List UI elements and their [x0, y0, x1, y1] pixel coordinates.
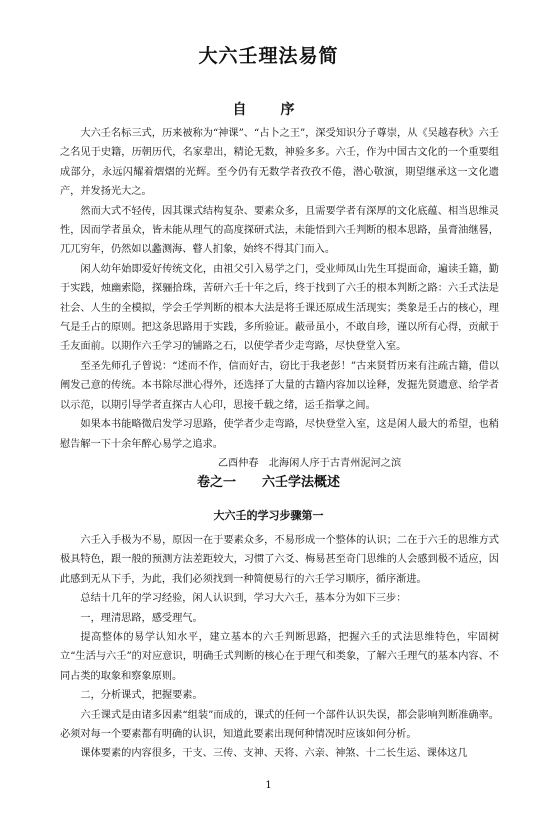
section-paragraph: 课体要素的内容很多，干支、三传、支神、天将、六亲、神煞、十二长生运、课体这几 — [80, 748, 468, 760]
document-title: 大六壬理法易简 — [198, 45, 339, 67]
preface-paragraph: 大六壬名标三式，历来被称为“神课”、“占卜之王”，深受知识分子尊崇，从《吴越春秋》六壬之名见于史籍，历朝历代，名家辈出，精论无数，神验多多。六壬，作为中国古文化的一个重要组成部分，永远闪耀着熠熠的光辉。至今仍有无数学者孜孜不倦，潜心敬演，期望继承这一文化遗产，并发扬光大之。 — [60, 128, 499, 198]
chapter-heading: 卷之一 六壬学法概述 — [196, 475, 340, 490]
page-number: 1 — [265, 780, 272, 791]
section-paragraph: 六壬入手极为不易，原因一在于要素众多，不易形成一个整体的认识；二在于六壬的思维方式极具特色，跟一般的预测方法差距较大，习惯了六爻、梅易甚至奇门思维的人会感到极不适应，因此感到无从下手，为此，我们必须找到一种简便易行的六壬学习顺序，循序渐进。 — [60, 535, 499, 585]
section-paragraph: 提高整体的易学认知水平，建立基本的六壬判断思路，把握六壬的式法思维特色，牢固树立“生活与六壬”的对应意识，明确壬式判断的核心在于理气和类象，了解六壬理气的基本内容、不同占类的取象和察象原则。 — [60, 632, 499, 682]
section-paragraph: 六壬课式是由诸多因素“组装”而成的，课式的任何一个部件认识失误，都会影响判断准确率。必须对每一个要素都有明确的认识，知道此要素出现何种情况时应该如何分析。 — [60, 709, 499, 741]
preface-paragraph: 闲人幼年始即爱好传统文化，由祖父引入易学之门，受业师凤山先生耳提面命，遍读壬籍，勤于实践，烛幽索隐，探骊拾珠，苦研六壬十年之后，终于找到了六壬的根本判断之路：六壬式法是社会、人生的全模拟，学会壬学判断的根本大法是将壬课还原成生活现实；类象是壬占的核心，理气是壬占的原则。把这条思路用于实践，多所验证。蔽帚虽小，不敢自珍，谨以所有心得，贡献于壬友面前。以期作六壬学习的铺路之石，以使学者少走弯路，尽快登堂入室。 — [60, 263, 499, 353]
section-paragraph: 总结十几年的学习经验，闲人认识到，学习大六壬，基本分为如下三步： — [80, 593, 407, 605]
section-paragraph: 二，分析课式，把握要素。 — [80, 690, 203, 702]
preface-paragraph: 如果本书能略微启发学习思路，使学者少走弯路，尽快登堂入室，这是闲人最大的希望，也稍慰告解一下十余年醉心易学之追求。 — [60, 419, 499, 450]
section-body — [60, 531, 499, 764]
preface-body — [60, 124, 499, 473]
preface-heading: 自 序 — [232, 102, 305, 118]
section-paragraph: 一，理清思路，感受理气。 — [80, 612, 203, 624]
preface-paragraph: 至圣先师孔子曾说：“述而不作，信而好古，窃比于我老彭！”古来贤哲历来有注疏古籍，借以阐发己意的传统。本书除尽泄心得外，还选择了大量的古籍内容加以诠释，发掘先贤遗意、给学者以示范，以期引导学者直探古人心印，思接千载之绪，运壬指掌之间。 — [60, 360, 499, 411]
preface-paragraph: 然而大式不轻传，因其课式结构复杂、要素众多，且需要学者有深厚的文化底蕴、相当思维灵性，因而学者虽众，皆未能从理气的高度探研式法，未能悟到六壬判断的根本思路，虽膏油继晷，兀兀穷年，仍然如以蠡测海、瞽人扪象，始终不得其门而入。 — [60, 205, 499, 256]
section-heading: 大六壬的学习步骤第一 — [213, 509, 324, 522]
preface-signature: 乙酉仲春 北海闲人序于古青州泥河之滨 — [217, 457, 402, 469]
